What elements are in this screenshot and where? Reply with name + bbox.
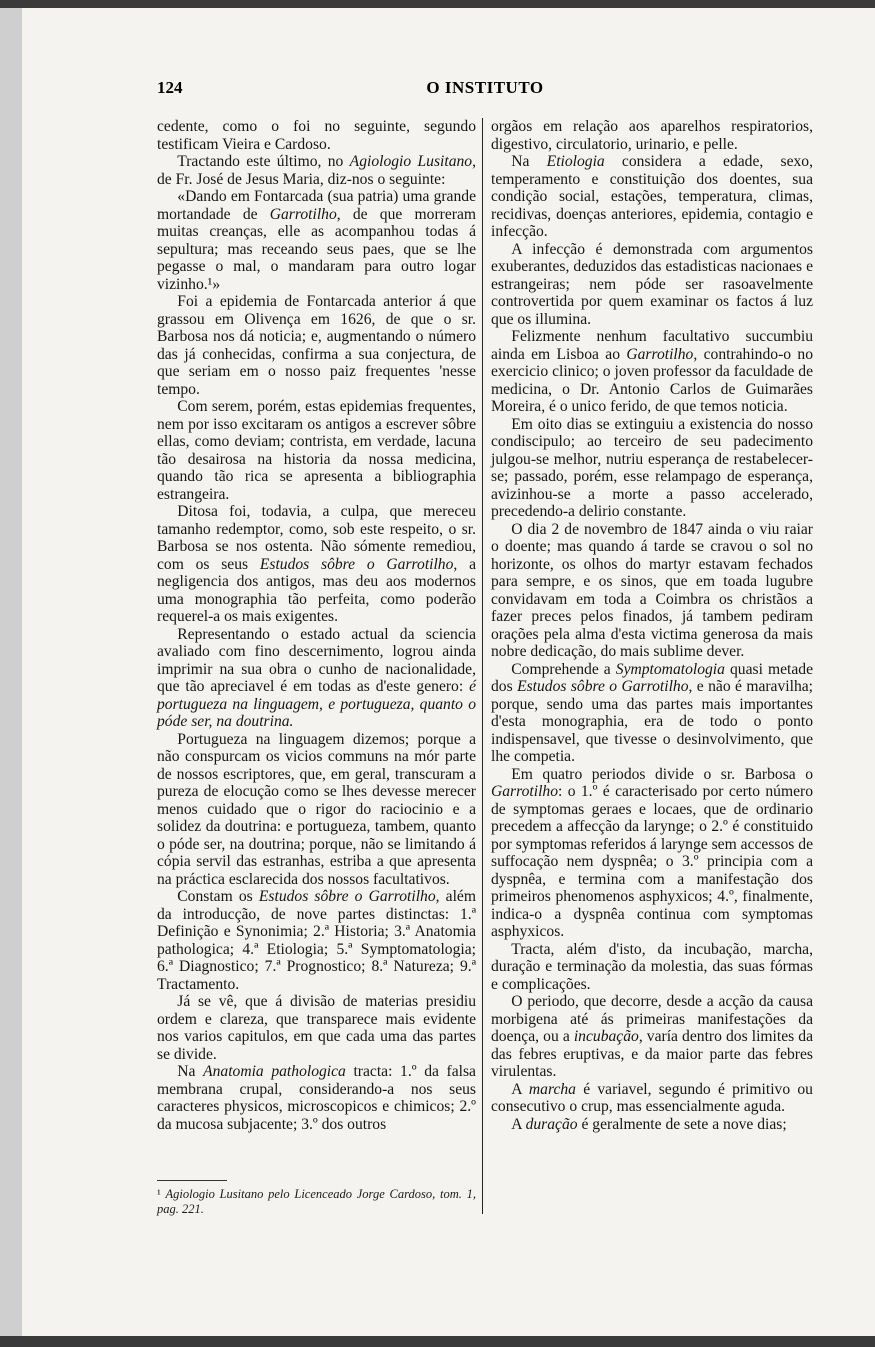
- left-column: [157, 118, 476, 1133]
- running-title: O INSTITUTO: [426, 78, 544, 97]
- paragraph: Tractando este último, no Agiologio Lusitano, de Fr. José de Jesus Maria, diz-nos o seguinte:: [157, 153, 476, 188]
- paragraph: Já se vê, que á divisão de materias presidiu ordem e clareza, que transparece mais evidente nos varios capitulos, em que cada uma das partes se divide.: [157, 993, 476, 1063]
- paragraph: Representando o estado actual da sciencia avaliado com fino descernimento, logrou ainda imprimir na sua obra o cunho de nacionalidade, que tão apreciavel é em todas as d'este genero: é portugueza na linguagem, e portugueza, quanto o póde ser, na doutrina.: [157, 625, 476, 730]
- footnote: [157, 1187, 476, 1216]
- page-header: [157, 78, 813, 100]
- paragraph: Ditosa foi, todavia, a culpa, que mereceu tamanho redemptor, como, sob este respeito, o sr. Barbosa se nos ostenta. Não sómente remediou, com os seus Estudos sôbre o Garrotilho, a negligencia dos antigos, mas deu aos modernos uma monographia tão perfeita, como poderão requerel-a os mais exigentes.: [157, 503, 476, 625]
- paragraph: Em oito dias se extinguiu a existencia do nosso condiscipulo; ao terceiro de seu padecimento julgou-se melhor, nutriu esperança de restabelecer-se; passado, porém, esse relampago de esperança, avizinhou-se a morte a passo accelerado, precedendo-a delirio constante.: [491, 415, 813, 520]
- column-divider: [482, 118, 483, 1214]
- paragraph: A infecção é demonstrada com argumentos exuberantes, deduzidos das estadisticas nacionaes e estrangeiras; nem póde ser rasoavelmente controvertida por quem examinar os factos á luz que os illumina.: [491, 240, 813, 328]
- paragraph: Comprehende a Symptomatologia quasi metade dos Estudos sôbre o Garrotilho, e não é maravilha; porque, sendo uma das partes mais importantes d'esta monographia, era de todo o ponto indispensavel, que tivesse o desinvolvimento, que lhe competia.: [491, 660, 813, 765]
- footnote-rule: [157, 1180, 227, 1181]
- paragraph: cedente, como o foi no seguinte, segundo testificam Vieira e Cardoso.: [157, 118, 476, 153]
- footnote-text: Agiologio Lusitano pelo Licenceado Jorge Cardoso, tom. 1, pag. 221.: [157, 1187, 476, 1216]
- paragraph: Com serem, porém, estas epidemias frequentes, nem por isso excitaram os antigos a escrever sôbre ellas, como deviam; contrista, em verdade, lacuna tão desairosa na historia da nossa medicina, quando tão rica se apresenta a bibliographia estrangeira.: [157, 398, 476, 503]
- paragraph: Na Anatomia pathologica tracta: 1.º da falsa membrana crupal, considerando-a nos seus caracteres physicos, microscopicos e chimicos; 2.º da mucosa subjacente; 3.º dos outros: [157, 1063, 476, 1133]
- paragraph: Tracta, além d'isto, da incubação, marcha, duração e terminação da molestia, das suas fórmas e complicações.: [491, 940, 813, 993]
- paragraph: O periodo, que decorre, desde a acção da causa morbigena até ás primeiras manifestações da doença, ou a incubação, varía dentro dos limites da das febres eruptivas, e da maior parte das febres virulentas.: [491, 993, 813, 1080]
- paragraph: Constam os Estudos sôbre o Garrotilho, além da introducção, de nove partes distinctas: 1.ª Definição e Synonimia; 2.ª Historia; 3.ª Anatomia pathologica; 4.ª Etiologia; 5.ª Symptomatologia; 6.ª Diagnostico; 7.ª Prognostico; 8.ª Natureza; 9.ª Tractamento.: [157, 888, 476, 993]
- paragraph: Felizmente nenhum facultativo succumbiu ainda em Lisboa ao Garrotilho, contrahindo-o no exercicio clinico; o joven professor da faculdade de medicina, o Dr. Antonio Carlos de Guimarães Moreira, é o unico ferido, de que temos noticia.: [491, 328, 813, 415]
- paragraph: Foi a epidemia de Fontarcada anterior á que grassou em Olivença em 1626, de que o sr. Barbosa nos dá noticia; e, augmentando o número das já conhecidas, confirma a sua conjectura, de que seriam em o nosso paiz frequentes 'nesse tempo.: [157, 293, 476, 398]
- paragraph: Na Etiologia considera a edade, sexo, temperamento e constituição dos doentes, sua condição social, estações, temperatura, climas, recidivas, doenças anteriores, epidemia, contagio e infecção.: [491, 153, 813, 240]
- paragraph: A marcha é variavel, segundo é primitivo ou consecutivo o crup, mas essencialmente aguda.: [491, 1080, 813, 1115]
- footnote-marker: ¹: [157, 1187, 161, 1201]
- page-number: 124: [157, 78, 183, 97]
- paragraph: O dia 2 de novembro de 1847 ainda o viu raiar o doente; mas quando á tarde se cravou o sol no horizonte, os olhos do martyr estavam fechados para sempre, e os sinos, que em toada lugubre convidavam em toda a Coimbra os christãos a fazer preces pelos finados, já tambem pediram orações pela alma d'esta victima generosa da mais nobre dedicação, do mais sublime dever.: [491, 520, 813, 660]
- paragraph: orgãos em relação aos aparelhos respiratorios, digestivo, circulatorio, urinario, e pelle.: [491, 118, 813, 153]
- right-column: [491, 118, 813, 1133]
- paragraph: Em quatro periodos divide o sr. Barbosa o Garrotilho: o 1.º é caracterisado por certo número de symptomas geraes e locaes, que de ordinario precedem a affecção da larynge; o 2.º é constituido por symptomas referidos á larynge sem accessos de suffocação nem dyspnêa; o 3.º principia com a dyspnêa, e termina com a manifestação dos primeiros phenomenos asphyxicos; 4.º, finalmente, indica-o a dyspnêa continua com symptomas asphyxicos.: [491, 765, 813, 940]
- scan-left-margin: [0, 8, 22, 1336]
- paragraph: A duração é geralmente de sete a nove dias;: [511, 1115, 787, 1133]
- paragraph: «Dando em Fontarcada (sua patria) uma grande mortandade de Garrotilho, de que morreram muitas creanças, elle as acompanhou todas á sepultura; mas receando seus paes, que se lhe pegasse o mal, o mandaram para outro logar vizinho.¹»: [157, 188, 476, 293]
- paragraph: Portugueza na linguagem dizemos; porque a não conspurcam os vicios communs na mór parte de nossos escriptores, que, em geral, transcuram a pureza de elocução como se lhes devesse merecer menos cuidado que o rigor do raciocinio e a solidez da doutrina: e portugueza, tambem, quanto o póde ser, na doutrina; porque, não se limitando á cópia servil das estranhas, estriba a que apresenta na práctica esclarecida dos nossos facultativos.: [157, 730, 476, 888]
